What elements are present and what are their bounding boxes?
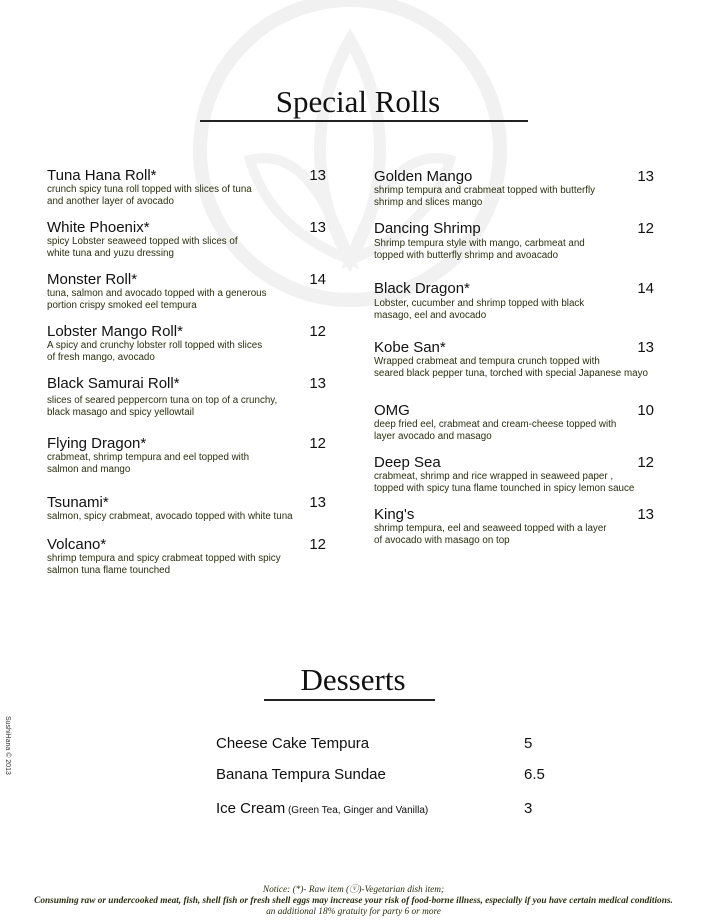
menu-item-price: 10 — [637, 402, 654, 419]
special-rolls-title: Special Rolls — [275, 84, 441, 119]
menu-item-name: Golden Mango — [374, 168, 473, 185]
menu-item-name: OMG — [374, 402, 410, 419]
menu-item-description: shrimp tempura, eel and seaweed topped with a layer of avocado with masago on top — [374, 523, 607, 546]
menu-item-description: Shrimp tempura style with mango, carbmeat and topped with butterfly shrimp and avoacado — [374, 238, 585, 261]
menu-item-price: 14 — [309, 271, 326, 288]
menu-item-description: deep fried eel, crabmeat and cream-cheese topped with layer avocado and masago — [374, 419, 617, 442]
dessert-item — [216, 800, 556, 818]
menu-item-price: 13 — [637, 339, 654, 356]
menu-item-description: crabmeat, shrimp tempura and eel topped with salmon and mango — [47, 452, 250, 475]
menu-item-price: 12 — [637, 454, 654, 471]
menu-item-name: King's — [374, 506, 415, 523]
desserts-title: Desserts — [300, 662, 406, 697]
menu-item-description: salmon, spicy crabmeat, avocado topped with white tuna — [47, 511, 293, 522]
menu-item-name: Black Dragon* — [374, 280, 470, 297]
menu-item-price: 14 — [637, 280, 654, 297]
menu-item-price: 12 — [637, 220, 654, 237]
dessert-name: Cheese Cake Tempura — [216, 735, 370, 752]
dessert-price: 3 — [524, 800, 533, 817]
menu-item-name: Monster Roll* — [47, 271, 138, 288]
menu-item-description: tuna, salmon and avocado topped with a generous portion crispy smoked eel tempura — [47, 288, 267, 311]
side-copyright: SushiHana © 2013 — [4, 716, 11, 775]
menu-item-description: shrimp tempura and spicy crabmeat topped with spicy salmon tuna flame tounched — [47, 553, 281, 576]
menu-item-description: crabmeat, shrimp and rice wrapped in seaweed paper , topped with spicy tuna flame tounched in spicy lemon sauce — [374, 471, 635, 494]
menu-item-description: slices of seared peppercorn tuna on top of a crunchy, black masago and spicy yellowtail — [47, 395, 278, 418]
menu-item-price: 13 — [309, 219, 326, 236]
dessert-note: (Green Tea, Ginger and Vanilla) — [285, 805, 429, 816]
dessert-item — [216, 766, 556, 784]
menu-item-name: Dancing Shrimp — [374, 220, 481, 237]
menu-item-description: Lobster, cucumber and shrimp topped with black masago, eel and avocado — [374, 298, 585, 321]
menu-item-price: 13 — [309, 494, 326, 511]
menu-item-description: shrimp tempura and crabmeat topped with butterfly shrimp and slices mango — [374, 185, 596, 208]
notice-line-legend: Notice: (*)- Raw item (ⓥ)-Vegetarian dish item; — [262, 885, 445, 895]
menu-item-description: crunch spicy tuna roll topped with slices of tuna and another layer of avocado — [47, 184, 252, 207]
menu-item-name: Flying Dragon* — [47, 435, 147, 452]
menu-item-description: spicy Lobster seaweed topped with slices of white tuna and yuzu dressing — [47, 236, 238, 259]
notice-line-gratuity: an additional 18% gratuity for party 6 or more — [266, 907, 441, 917]
dessert-name: Ice Cream — [216, 800, 286, 817]
notice-line-warning: Consuming raw or undercooked meat, fish, shell fish or fresh shell eggs may increase your risk of food-borne illness, especially if you have certain medical conditions. — [34, 896, 673, 906]
dessert-price: 6.5 — [524, 766, 545, 783]
desserts-list — [216, 0, 556, 830]
dessert-price: 5 — [524, 735, 533, 752]
menu-item-name: Kobe San* — [374, 339, 446, 356]
menu-item-price: 12 — [309, 435, 326, 452]
menu-item-name: White Phoenix* — [47, 219, 150, 236]
menu-item-name: Tsunami* — [47, 494, 109, 511]
menu-item-price: 13 — [637, 168, 654, 185]
menu-item-name: Volcano* — [47, 536, 107, 553]
menu-item-price: 13 — [309, 375, 326, 392]
menu-item-price: 13 — [637, 506, 654, 523]
menu-item-price: 12 — [309, 323, 326, 340]
menu-item-name: Tuna Hana Roll* — [47, 167, 157, 184]
menu-item-name: Deep Sea — [374, 454, 441, 471]
menu-item-price: 12 — [309, 536, 326, 553]
menu-item-name: Black Samurai Roll* — [47, 375, 180, 392]
menu-item-description: A spicy and crunchy lobster roll topped with slices of fresh mango, avocado — [47, 340, 263, 363]
menu-item-description: Wrapped crabmeat and tempura crunch topped with seared black pepper tuna, torched with special Japanese mayo — [374, 356, 648, 379]
menu-item-price: 13 — [309, 167, 326, 184]
footer-notice — [0, 885, 707, 918]
menu-item-name: Lobster Mango Roll* — [47, 323, 183, 340]
dessert-name: Banana Tempura Sundae — [216, 766, 386, 783]
dessert-item — [216, 735, 556, 753]
